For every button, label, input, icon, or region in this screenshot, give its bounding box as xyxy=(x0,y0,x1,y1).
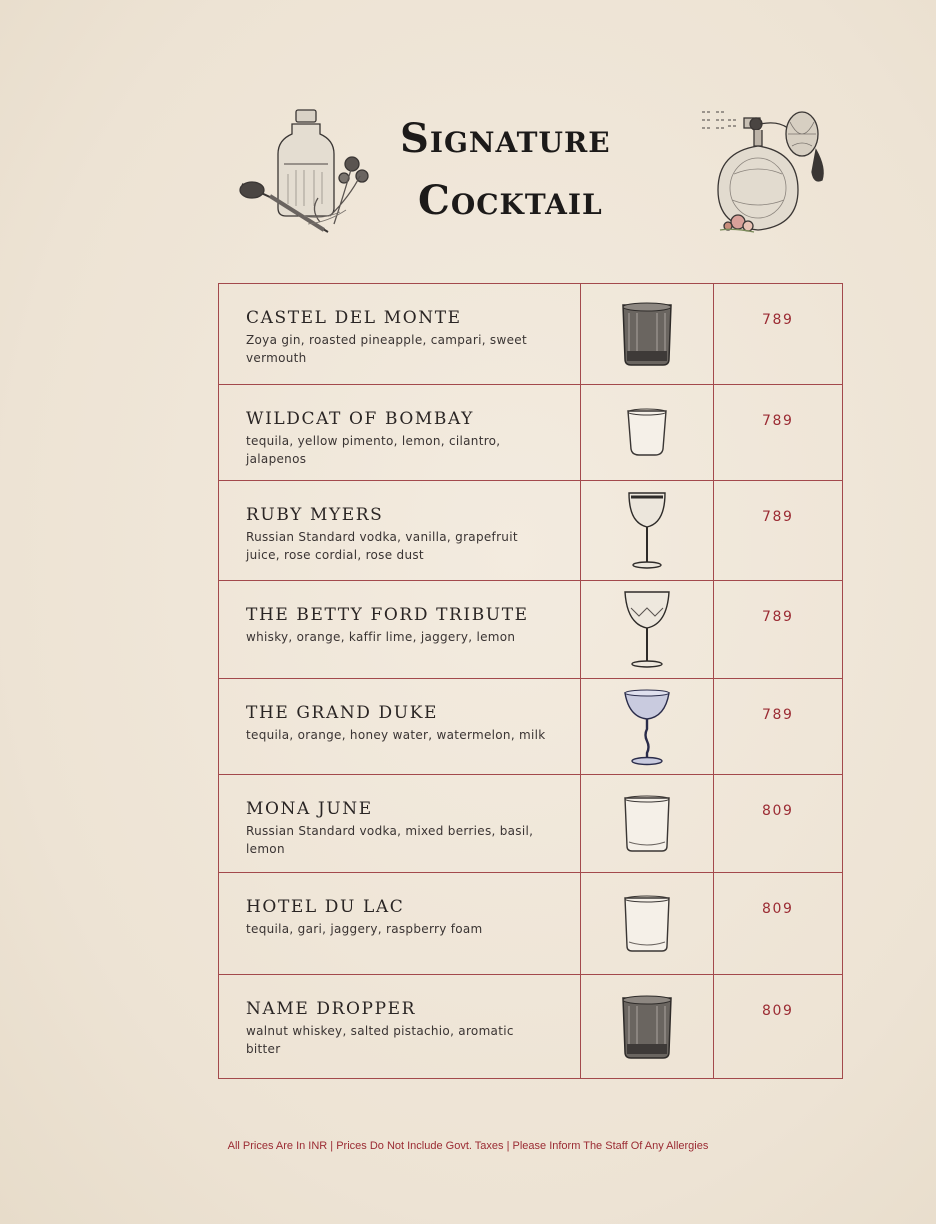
menu-row xyxy=(219,284,843,385)
bottle-dropper-illustration xyxy=(234,104,378,244)
item-description-cell xyxy=(219,975,581,1079)
item-glass-cell xyxy=(580,581,713,679)
item-description-cell xyxy=(219,873,581,975)
item-price: 789 xyxy=(761,312,794,328)
title-line-1: Signature xyxy=(400,115,611,162)
item-glass-cell xyxy=(580,481,713,581)
cut-coupe-glass-icon xyxy=(581,588,713,672)
footer-note: All Prices Are In INR | Prices Do Not Include Govt. Taxes | Please Inform The Staff Of Any Allergies xyxy=(227,1140,709,1152)
item-price: 789 xyxy=(761,413,794,429)
item-price-cell xyxy=(713,581,843,679)
item-description-cell xyxy=(219,581,581,679)
item-price-cell xyxy=(713,284,843,385)
menu-row xyxy=(219,873,843,975)
menu-row xyxy=(219,481,843,581)
item-ingredients: Russian Standard vodka, mixed berries, basil, lemon xyxy=(246,824,534,856)
perfume-atomizer-illustration xyxy=(698,104,834,244)
item-name: MONA JUNE xyxy=(246,799,373,819)
nick-and-nora-glass-icon xyxy=(581,489,713,573)
item-name: THE GRAND DUKE xyxy=(246,703,439,723)
rocks-glass-clear-icon xyxy=(581,794,713,854)
item-price-cell xyxy=(713,975,843,1079)
item-name: WILDCAT OF BOMBAY xyxy=(246,409,474,429)
item-price: 809 xyxy=(761,1003,794,1019)
item-ingredients: whisky, orange, kaffir lime, jaggery, lemon xyxy=(246,630,516,644)
item-ingredients: tequila, gari, jaggery, raspberry foam xyxy=(246,922,483,936)
item-ingredients: walnut whiskey, salted pistachio, aromatic bitter xyxy=(246,1024,514,1056)
rocks-glass-clear-icon xyxy=(581,894,713,954)
cocktail-menu-table xyxy=(218,283,843,1079)
title-line-2: Cocktail xyxy=(418,177,603,224)
item-price: 789 xyxy=(761,707,794,723)
item-ingredients: Russian Standard vodka, vanilla, grapefruit juice, rose cordial, rose dust xyxy=(246,530,518,562)
item-glass-cell xyxy=(580,284,713,385)
item-price: 789 xyxy=(761,609,794,625)
item-description-cell xyxy=(219,679,581,775)
item-ingredients: tequila, yellow pimento, lemon, cilantro, jalapenos xyxy=(246,434,501,466)
item-name: THE BETTY FORD TRIBUTE xyxy=(246,605,529,625)
item-price-cell xyxy=(713,385,843,481)
item-ingredients: Zoya gin, roasted pineapple, campari, sweet vermouth xyxy=(246,333,527,365)
item-name: RUBY MYERS xyxy=(246,505,384,525)
rocks-glass-dark-icon xyxy=(581,992,713,1062)
item-glass-cell xyxy=(580,679,713,775)
item-glass-cell xyxy=(580,873,713,975)
item-price: 809 xyxy=(761,901,794,917)
menu-row xyxy=(219,975,843,1079)
item-description-cell xyxy=(219,775,581,873)
item-price-cell xyxy=(713,481,843,581)
item-glass-cell xyxy=(580,775,713,873)
item-description-cell xyxy=(219,481,581,581)
menu-row xyxy=(219,679,843,775)
item-glass-cell xyxy=(580,385,713,481)
item-price-cell xyxy=(713,873,843,975)
item-ingredients: tequila, orange, honey water, watermelon, milk xyxy=(246,728,546,742)
item-price-cell xyxy=(713,679,843,775)
item-price: 809 xyxy=(761,803,794,819)
item-description-cell xyxy=(219,284,581,385)
item-description-cell xyxy=(219,385,581,481)
menu-row xyxy=(219,385,843,481)
menu-row xyxy=(219,581,843,679)
rocks-glass-dark-icon xyxy=(581,299,713,369)
item-glass-cell xyxy=(580,975,713,1079)
item-name: CASTEL DEL MONTE xyxy=(246,308,462,328)
coupe-glass-icon xyxy=(581,687,713,767)
item-price: 789 xyxy=(761,509,794,525)
item-name: HOTEL DU LAC xyxy=(246,897,405,917)
menu-row xyxy=(219,775,843,873)
item-name: NAME DROPPER xyxy=(246,999,417,1019)
small-tumbler-icon xyxy=(581,407,713,459)
item-price-cell xyxy=(713,775,843,873)
page-title xyxy=(400,108,670,232)
